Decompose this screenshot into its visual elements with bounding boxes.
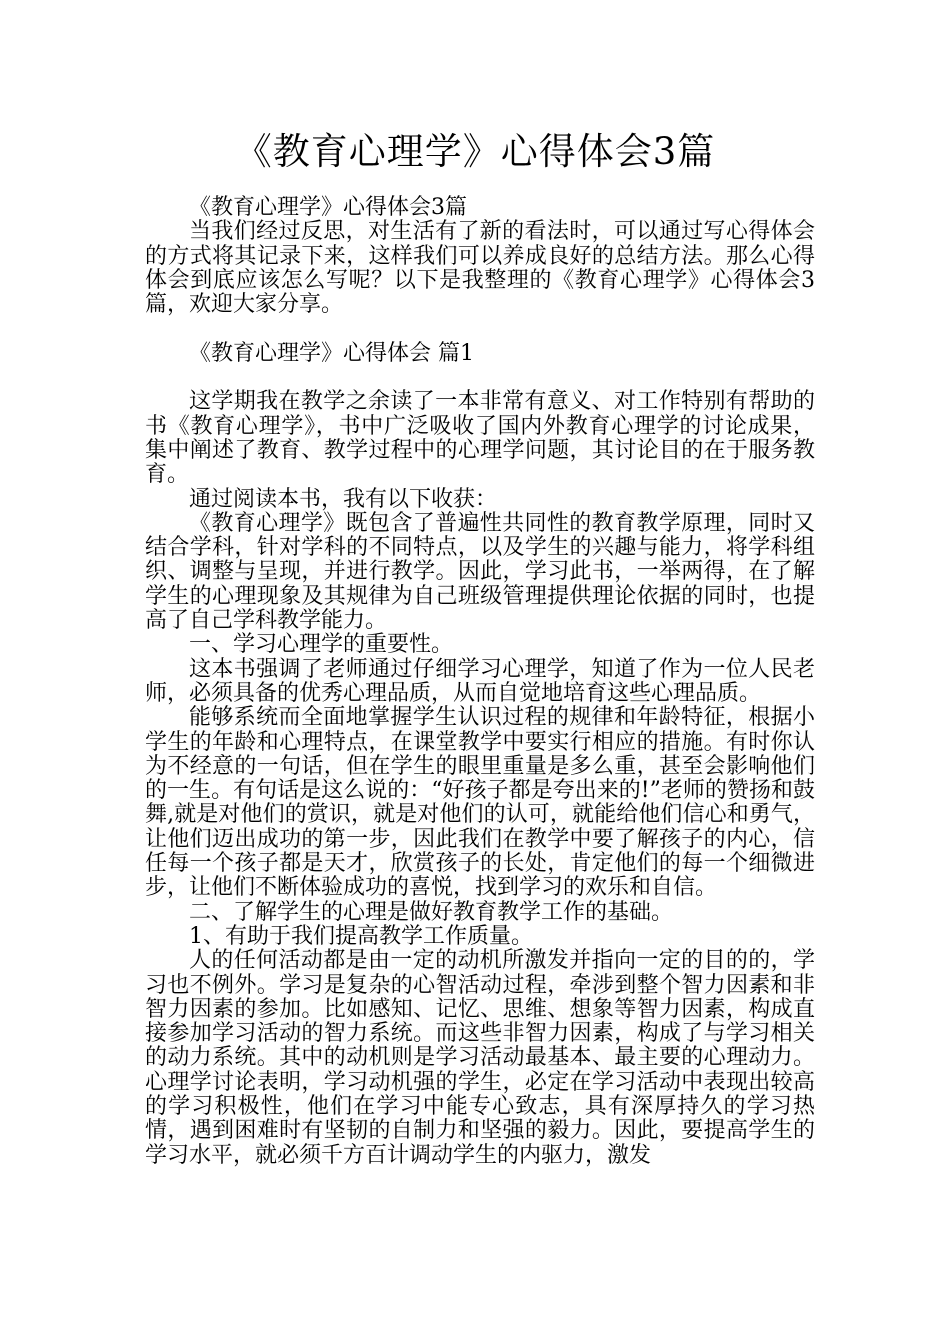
section-heading-part1: 《教育心理学》心得体会 篇1 [189,340,474,366]
paragraph-book-content: 《教育心理学》既包含了普遍性共同性的教育教学原理，同时又结合学科，针对学科的不同特点，以及学生的兴趣与能力，将学科组织、调整与呈现，并进行教学。因此，学习此书，一举两得，在了解学生的心理现象及其规律为自己班级管理提供理论依据的同时，也提高了自己学科教学能力。 [145,510,815,634]
document-body [145,196,815,1168]
paragraph-gains: 通过阅读本书，我有以下收获： [189,486,498,512]
paragraph-intro: 当我们经过反思，对生活有了新的看法时，可以通过写心得体会的方式将其记录下来，这样我们可以养成良好的总结方法。那么心得体会到底应该怎么写呢？以下是我整理的《教育心理学》心得体会3篇，欢迎大家分享。 [145,219,815,318]
blank-line [145,366,815,390]
document-title: 《教育心理学》心得体会3篇 [234,130,716,173]
paragraph-teacher-quality: 这本书强调了老师通过仔细学习心理学，知道了作为一位人民老师，必须具备的优秀心理品质，从而自觉地培育这些心理品质。 [145,656,815,706]
paragraph-subtitle: 《教育心理学》心得体会3篇 [189,195,467,220]
heading-importance: 一、学习心理学的重要性。 [189,632,454,658]
paragraph-book-intro: 这学期我在教学之余读了一本非常有意义、对工作特别有帮助的书《教育心理学》，书中广泛吸收了国内外教育心理学的讨论成果，集中阐述了教育、教学过程中的心理学问题，其讨论目的在于服务教育。 [145,389,815,488]
blank-line [145,317,815,341]
heading-understand-students: 二、了解学生的心理是做好教育教学工作的基础。 [189,899,674,925]
paragraph-student-traits: 能够系统而全面地掌握学生认识过程的规律和年龄特征，根据小学生的年龄和心理特点，在课堂教学中要实行相应的措施。有时你认为不经意的一句话，但在学生的眼里重量是多么重，甚至会影响他们的一生。有句话是这么说的：“好孩子都是夸出来的!”老师的赞扬和鼓舞,就是对他们的赏识，就是对他们的认可，就能给他们信心和勇气，让他们迈出成功的第一步，因此我们在教学中要了解孩子的内心，信任每一个孩子都是天才，欣赏孩子的长处，肯定他们的每一个细微进步，让他们不断体验成功的喜悦，找到学习的欢乐和自信。 [145,705,815,901]
paragraph-motivation: 人的任何活动都是由一定的动机所激发并指向一定的目的的，学习也不例外。学习是复杂的心智活动过程，牵涉到整个智力因素和非智力因素的参加。比如感知、记忆、思维、想象等智力因素，构成直接参加学习活动的智力系统。而这些非智力因素，构成了与学习相关的动力系统。其中的动机则是学习活动最基本、最主要的心理动力。心理学讨论表明，学习动机强的学生，必定在学习活动中表现出较高的学习积极性，他们在学习中能专心致志，具有深厚持久的学习热情，遇到困难时有坚韧的自制力和坚强的毅力。因此，要提高学生的学习水平，就必须千方百计调动学生的内驱力，激发 [145,948,815,1168]
heading-teaching-quality: 1、有助于我们提高教学工作质量。 [189,923,533,949]
